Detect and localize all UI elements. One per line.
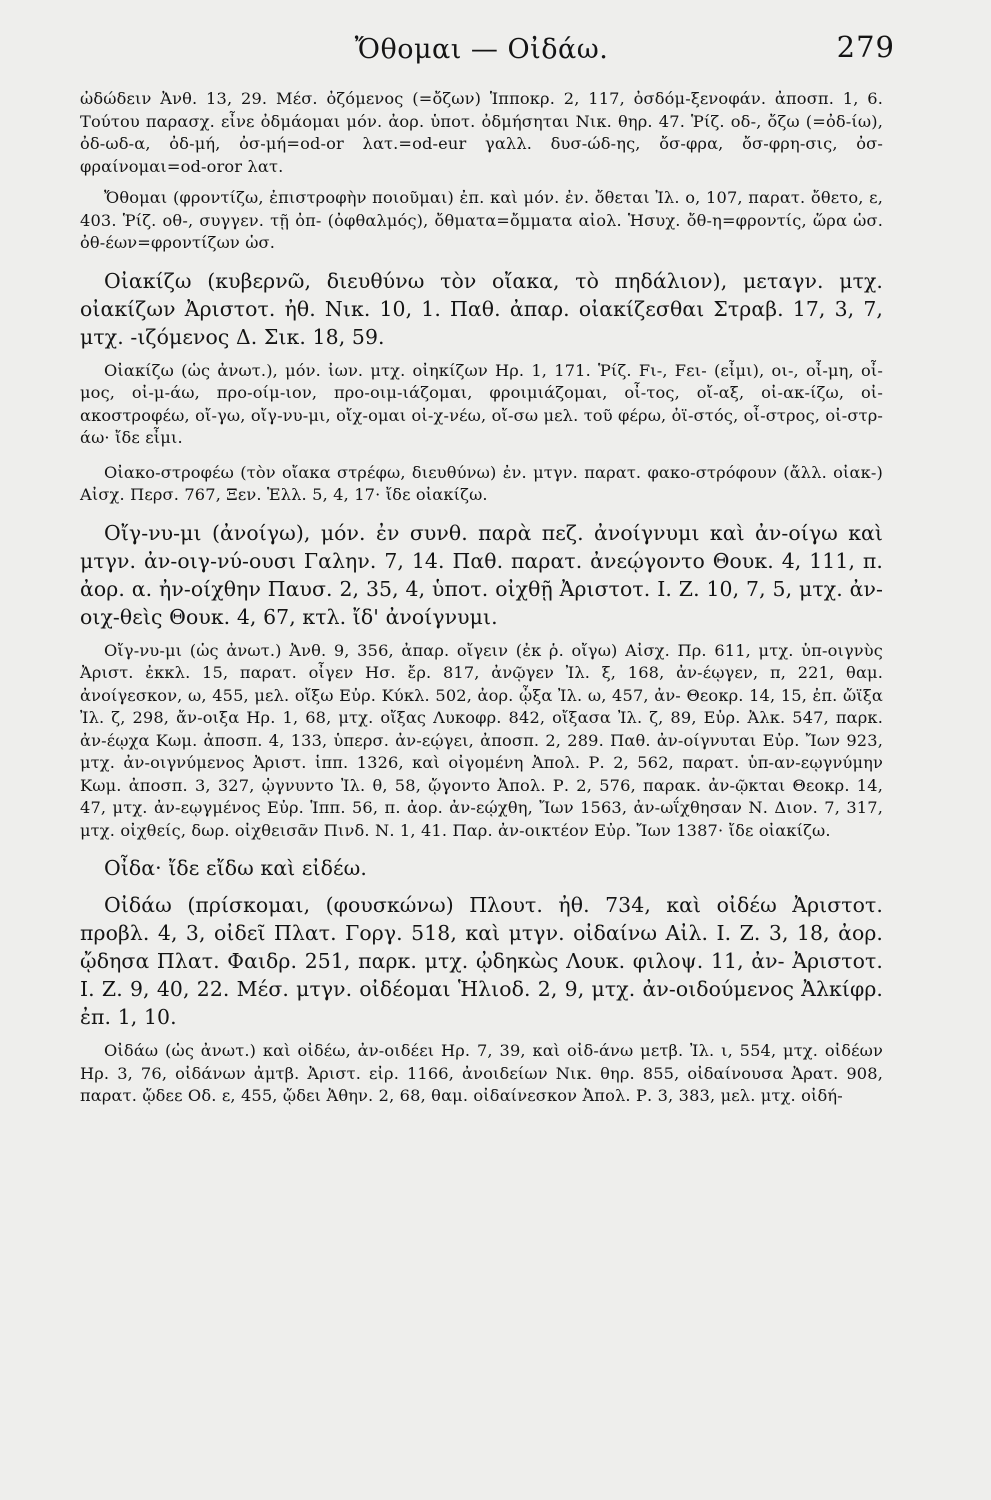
entry-oiakizo: Οἰακίζω (κυβερνῶ, διευθύνω τὸν οἴακα, τὸ πηδάλιον), μεταγν. μτχ. οἰακίζων Ἀριστοτ. ἠθ. Νικ. 10, 1. Παθ. ἀπαρ. οἰακίζεσθαι Στραβ. 17, 3, 7, μτχ. -ιζόμενος Δ. Σικ. 18, 59.	[80, 268, 883, 349]
entry-oiakizo-ionic: Οἰακίζω (ὡς ἀνωτ.), μόν. ἰων. μτχ. οἰηκίζων Ηρ. 1, 171. Ῥίζ. Fι-, Fει- (εἶμι), οι-, οἶ-μη, οἶ-μος, οἰ-μ-άω, προ-οίμ-ιον, προ-οιμ-ιάζομαι, φροιμιάζομαι, οἶ-τος, οἴ-αξ, οἰ-ακ-ίζω, οἰ-ακοστροφέω, οἴ-γω, οἴγ-νυ-μι, οἴχ-ομαι οἰ-χ-νέω, οἴ-σω μελ. τοῦ φέρω, ὀϊ-στός, οἶ-στρος, οἰ-στρ-άω· ἴδε εἶμι.	[80, 360, 883, 447]
entry-continuation-od: ὠδώδειν Ἀνθ. 13, 29. Μέσ. ὀζόμενος (=ὄζων) Ἱπποκρ. 2, 117, ὀσδόμ-ξενοφάν. ἀποσπ. 1, 6. Τούτου παρασχ. εἶνε ὀδμάομαι μόν. ἀορ. ὑποτ. ὀδμήσηται Νικ. θηρ. 47. Ῥίζ. οδ-, ὄζω (=ὀδ-ίω), ὀδ-ωδ-α, ὀδ-μή, ὀσ-μή=od-or λατ.=od-eur γαλλ. δυσ-ώδ-ης, ὄσ-φρα, ὄσ-φρη-σις, ὀσ-φραίνομαι=od-oror λατ.	[80, 89, 883, 176]
page-number: 279	[836, 30, 895, 64]
entry-oidao: Οἰδάω (πρίσκομαι, (φουσκώνω) Πλουτ. ἠθ. 734, καὶ οἰδέω Ἀριστοτ. προβλ. 4, 3, οἰδεῖ Πλατ. Γοργ. 518, καὶ μτγν. οἰδαίνω Αἰλ. Ι. Ζ. 3, 18, ἀορ. ᾤδησα Πλατ. Φαιδρ. 251, παρκ. μτχ. ᾠδηκὼς Λουκ. φιλοψ. 11, ἀν- Ἀριστοτ. Ι. Ζ. 9, 40, 22. Μέσ. μτγν. οἰδέομαι Ἡλιοδ. 2, 9, μτχ. ἀν-οιδούμενος Ἀλκίφρ. ἐπ. 1, 10.	[80, 893, 883, 1029]
entry-oiakostrofeo: Οἰακο-στροφέω (τὸν οἴακα στρέφω, διευθύνω) ἐν. μτγν. παρατ. φακο-στρόφουν (ἄλλ. οἰακ-) Αἰσχ. Περσ. 767, Ξεν. Ἑλλ. 5, 4, 17· ἴδε οἰακίζω.	[80, 462, 883, 504]
page-header	[80, 30, 895, 82]
entry-oidao-poetic: Οἰδάω (ὡς ἀνωτ.) καὶ οἰδέω, ἀν-οιδέει Ηρ. 7, 39, καὶ οἰδ-άνω μετβ. Ἰλ. ι, 554, μτχ. οἰδέων Ηρ. 3, 76, οἰδάνων ἀμτβ. Ἀριστ. εἰρ. 1166, ἀνοιδείων Νικ. θηρ. 855, οἰδαίνουσα Ἀρατ. 908, παρατ. ᾤδεε Οδ. ε, 455, ᾤδει Ἀθην. 2, 68, θαμ. οἰδαίνεσκον Ἀπολ. Ρ. 3, 383, μελ. μτχ. οἰδή-	[80, 1041, 883, 1105]
entry-oignymi-poetic: Οἴγ-νυ-μι (ὡς ἀνωτ.) Ἀνθ. 9, 356, ἀπαρ. οἴγειν (ἐκ ῥ. οἴγω) Αἰσχ. Πρ. 611, μτχ. ὑπ-οιγνὺς Ἀριστ. ἐκκλ. 15, παρατ. οἶγεν Ησ. ἔρ. 817, ἀνῷγεν Ἰλ. ξ, 168, ἀν-έῳγεν, π, 221, θαμ. ἀνοίγεσκον, ω, 455, μελ. οἴξω Εὐρ. Κύκλ. 502, ἀορ. ᾦξα Ἰλ. ω, 457, ἀν- Θεοκρ. 14, 15, ἐπ. ὤϊξα Ἰλ. ζ, 298, ἄν-οιξα Ηρ. 1, 68, μτχ. οἴξας Λυκοφρ. 842, οἴξασα Ἰλ. ζ, 89, Εὐρ. Ἀλκ. 547, παρκ. ἀν-έῳχα Κωμ. ἀποσπ. 4, 133, ὑπερσ. ἀν-εῴγει, ἀποσπ. 2, 289. Παθ. ἀν-οίγνυται Εὐρ. Ἴων 923, μτχ. ἀν-οιγνύμενος Ἀριστ. ἱππ. 1326, καὶ οἰγομένη Ἀπολ. Ρ. 2, 562, παρατ. ὑπ-αν-εῳγνύμην Κωμ. ἀποσπ. 3, 327, ᾠγνυντο Ἰλ. θ, 58, ᾤγοντο Ἀπολ. Ρ. 2, 576, παρακ. ἀν-ῷκται Θεοκρ. 14, 47, μτχ. ἀν-εῳγμένος Εὐρ. Ἱππ. 56, π. ἀορ. ἀν-εῴχθη, Ἴων 1563, ἀν-ωΐχθησαν Ν. Διον. 7, 317, μτχ. οἰχθείς, δωρ. οἰχθεισᾶν Πινδ. Ν. 1, 41. Παρ. ἀν-οικτέον Εὐρ. Ἴων 1387· ἴδε οἰακίζω.	[80, 640, 883, 840]
running-head: Ὄθομαι — Οἰδάω.	[354, 34, 609, 65]
dictionary-entries	[80, 88, 883, 1108]
entry-oignymi: Οἴγ-νυ-μι (ἀνοίγω), μόν. ἐν συνθ. παρὰ πεζ. ἀνοίγνυμι καὶ ἀν-οίγω καὶ μτγν. ἀν-οιγ-νύ-ουσι Γαλην. 7, 14. Παθ. παρατ. ἀνεῴγοντο Θουκ. 4, 111, π. ἀορ. α. ἠν-οίχθην Παυσ. 2, 35, 4, ὑποτ. οἰχθῇ Ἀριστοτ. Ι. Ζ. 10, 7, 5, μτχ. ἀν-οιχ-θεὶς Θουκ. 4, 67, κτλ. ἴδ' ἀνοίγνυμι.	[80, 520, 883, 629]
entry-oida: Οἶδα· ἴδε εἴδω καὶ εἰδέω.	[104, 856, 367, 880]
entry-othomai: Ὄθομαι (φροντίζω, ἐπιστροφὴν ποιοῦμαι) ἐπ. καὶ μόν. ἐν. ὄθεται Ἰλ. ο, 107, παρατ. ὄθετο, ε, 403. Ῥίζ. οθ-, συγγεν. τῇ ὀπ- (ὀφθαλμός), ὄθματα=ὄμματα αἰολ. Ἡσυχ. ὄθ-η=φροντίς, ὥρα ὡσ. ὀθ-έων=φροντίζων ὡσ.	[80, 188, 883, 252]
